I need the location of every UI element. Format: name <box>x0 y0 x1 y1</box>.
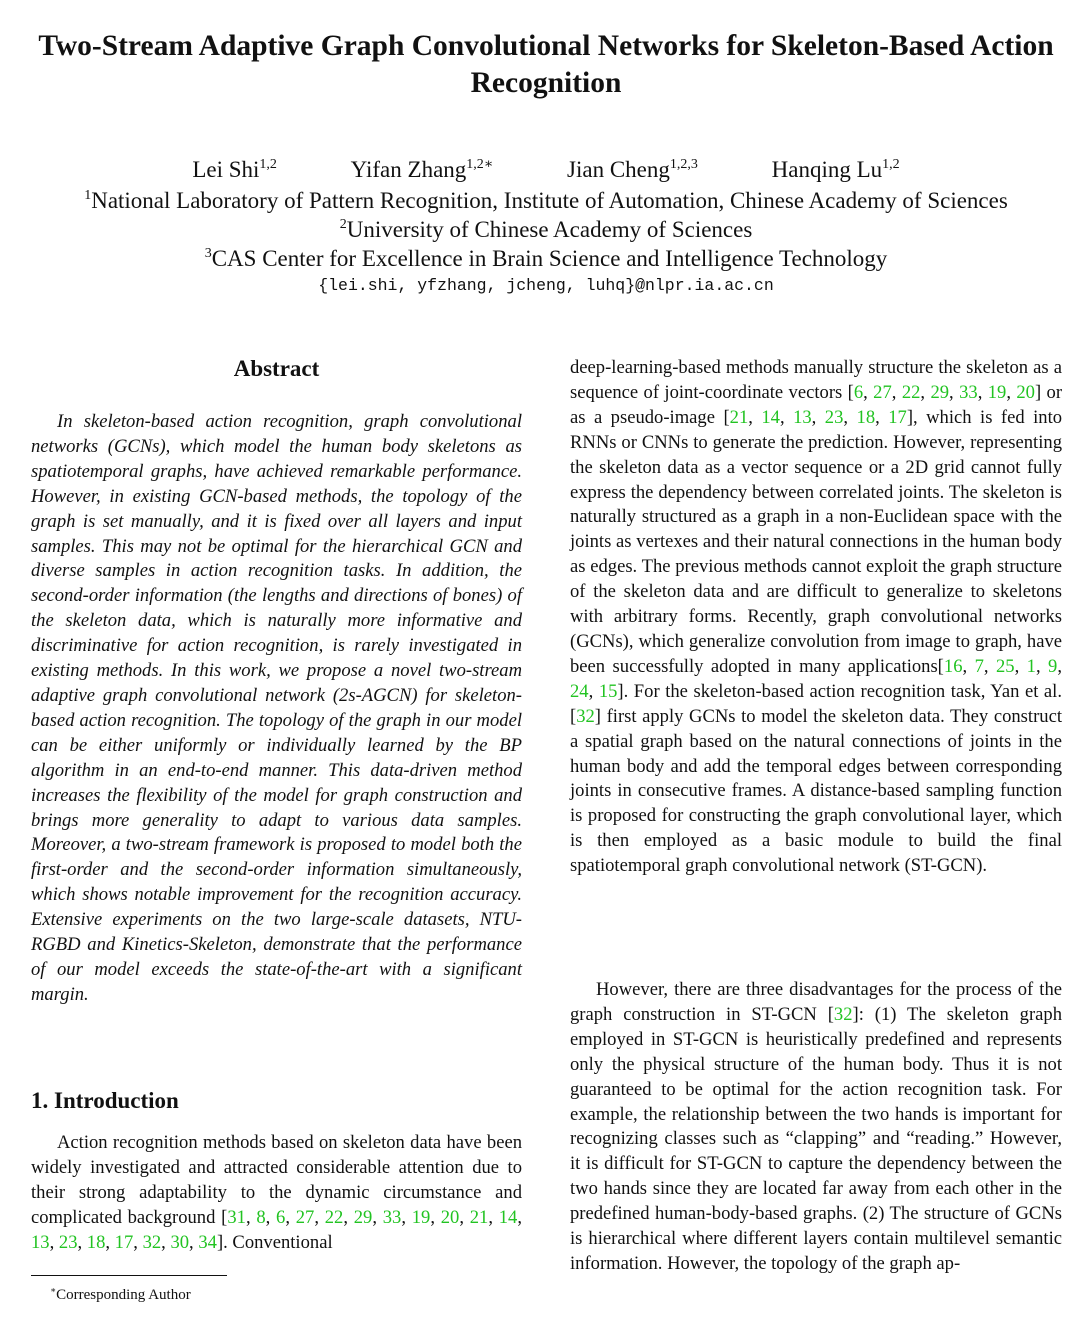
body-text: ]. For the skeleton-based action recognition task, Yan et al. [ <box>570 680 1062 727</box>
citation-link[interactable]: 21 <box>469 1206 489 1228</box>
citation-link[interactable]: 6 <box>853 381 864 403</box>
affiliation-text: National Laboratory of Pattern Recognition, Institute of Automation, Chinese Academy of Sciences <box>91 188 1008 213</box>
citation-link[interactable]: 18 <box>86 1231 106 1253</box>
affiliation-mark: 1 <box>84 188 92 203</box>
author-name: Jian Cheng <box>567 157 670 182</box>
citation-link[interactable]: 18 <box>856 406 876 428</box>
intro-text-after: ]. Conventional <box>216 1231 333 1253</box>
footnote-mark: ∗ <box>50 1285 57 1295</box>
citation-link[interactable]: 19 <box>411 1206 431 1228</box>
citation-list <box>576 706 595 727</box>
citation-link[interactable]: 32 <box>142 1231 162 1253</box>
citation-link[interactable]: 7 <box>974 655 984 677</box>
affiliation-3 <box>0 239 1092 273</box>
citation-link[interactable]: 27 <box>873 381 892 403</box>
author-affil-mark: 1,2 <box>259 157 277 172</box>
author-list <box>0 150 1092 185</box>
citation-link[interactable]: 32 <box>833 1003 853 1025</box>
citation-link[interactable]: 16 <box>943 655 963 677</box>
footnote <box>50 1280 191 1305</box>
email-line: {lei.shi, yfzhang, jcheng, luhq}@nlpr.ia.ac.cn <box>318 276 774 295</box>
affiliation-text: CAS Center for Excellence in Brain Science and Intelligence Technology <box>211 246 888 271</box>
citation-list <box>834 1004 853 1025</box>
footnote-rule <box>31 1275 227 1276</box>
citation-link[interactable]: 19 <box>987 381 1007 403</box>
body-text: ], which is fed into RNNs or CNNs to generate the prediction. However, representing the skeleton data as a vector sequence or a 2D grid cannot fully express the dependency between correlated joints. The skeleton is naturally structured as a graph in a non-Euclidean space with the joints as vertexes and their natural connections in the human body as edges. The previous methods cannot exploit the graph structure of the skeleton data and are difficult to generalize to skeletons with arbitrary forms. Recently, graph convolutional networks (GCNs), which generalize convolution from image to graph, have been successfully adopted in many applications[ <box>570 406 1063 677</box>
citation-link[interactable]: 23 <box>824 406 844 428</box>
author-name: Lei Shi <box>192 157 260 182</box>
author-name: Yifan Zhang <box>350 157 467 182</box>
citation-list: 6, 27, 22, 29, 33, 19, 20 <box>853 381 1035 403</box>
citation-list: 31, 8, 6, 27, 22, 29, 33, 19, 20, 21, 14, 13, 23, 18, 17, 32, 30, 34 <box>31 1206 522 1253</box>
author-affil-mark: 1,2,3 <box>669 157 698 172</box>
affiliation-text: University of Chinese Academy of Sciences <box>346 217 753 242</box>
citation-link[interactable]: 33 <box>382 1206 402 1228</box>
right-paragraph-1 <box>570 356 1062 879</box>
citation-link[interactable]: 17 <box>114 1231 134 1253</box>
citation-link[interactable]: 20 <box>1016 381 1035 403</box>
citation-link[interactable]: 13 <box>793 406 812 428</box>
citation-link[interactable]: 14 <box>498 1206 518 1228</box>
body-text: deep-learning-based methods manually structure the skeleton as a sequence of joint-coordinate vectors [ <box>570 357 1062 403</box>
citation-link[interactable]: 14 <box>761 406 780 428</box>
citation-link[interactable]: 31 <box>227 1206 246 1228</box>
citation-link[interactable]: 9 <box>1048 655 1058 677</box>
author-3 <box>567 150 698 185</box>
right-paragraph-2 <box>570 978 1062 1277</box>
abstract-text: In skeleton-based action recognition, graph convolutional networks (GCNs), which model the human body skeletons as spatiotemporal graphs, have achieved remarkable performance. However, in existing GCN-based methods, the topology of the graph is set manually, and it is fixed over all layers and input samples. This may not be optimal for the hierarchical GCN and diverse samples in action recognition tasks. In addition, the second-order information (the lengths and directions of bones) of the skeleton data, which is naturally more informative and discriminative for action recognition, is rarely investigated in existing methods. In this work, we propose a novel two-stream adaptive graph convolutional network (2s-AGCN) for skeleton-based action recognition. The topology of the graph in our model can be either uniformly or individually learned by the BP algorithm in an end-to-end manner. This data-driven method increases the flexibility of the model for graph construction and brings more generality to adapt to various data samples. Moreover, a two-stream framework is proposed to model both the first-order and the second-order information simultaneously, which shows notable improvement for the recognition accuracy. Extensive experiments on the two large-scale datasets, NTU-RGBD and Kinetics-Skeleton, demonstrate that the performance of our model exceeds the state-of-the-art with a significant margin. <box>31 411 522 1005</box>
paper-title: Two-Stream Adaptive Graph Convolutional Networks for Skeleton-Based Action Recognition <box>38 30 1054 99</box>
citation-link[interactable]: 24 <box>570 680 589 702</box>
citation-link[interactable]: 20 <box>440 1206 460 1228</box>
body-text: ]: (1) The skeleton graph employed in ST-GCN is heuristically predefined and represents only the physical structure of the human body. Thus it is not guaranteed to be optimal for the action recognition task. For example, the relationship between the two hands is important for recognizing classes such as “clapping” and “reading.” However, it is difficult for ST-GCN to capture the dependency between the two hands since they are located far away from each other in the predefined human-body-based graphs. (2) The structure of GCNs is hierarchical where different layers contain multilevel semantic information. However, the topology of the graph ap- <box>570 1003 1062 1274</box>
intro-heading: 1. Introduction <box>31 1088 179 1113</box>
citation-link[interactable]: 23 <box>58 1231 78 1253</box>
citation-link[interactable]: 30 <box>170 1231 190 1253</box>
body-text: ] or as a pseudo-image [ <box>570 381 1063 428</box>
citation-list: 16, 7, 25, 1, 9, 24, 15 <box>570 655 1062 702</box>
citation-link[interactable]: 6 <box>276 1206 286 1228</box>
author-2 <box>351 150 494 185</box>
citation-link[interactable]: 17 <box>888 406 907 428</box>
citation-link[interactable]: 22 <box>324 1206 344 1228</box>
citation-link[interactable]: 21 <box>729 406 749 428</box>
body-text: However, there are three disadvantages for the process of the graph construction in ST-GCN [ <box>570 979 1062 1025</box>
citation-link[interactable]: 8 <box>256 1206 266 1228</box>
citation-link[interactable]: 22 <box>901 381 921 403</box>
author-4 <box>772 150 900 185</box>
citation-link[interactable]: 32 <box>576 705 595 727</box>
author-name: Hanqing Lu <box>771 157 883 182</box>
intro-text: Action recognition methods based on skeleton data have been widely investigated and attracted considerable attention due to their strong adaptability to the dynamic circumstance and complicated background [ <box>31 1132 522 1228</box>
author-1 <box>192 150 277 185</box>
citation-link[interactable]: 33 <box>959 381 978 403</box>
footnote-text: Corresponding Author <box>56 1287 191 1303</box>
abstract-heading: Abstract <box>233 356 320 381</box>
affiliation-mark: 2 <box>339 217 347 232</box>
author-affil-mark: 1,2∗ <box>466 157 494 172</box>
citation-link[interactable]: 15 <box>598 680 618 702</box>
citation-link[interactable]: 27 <box>295 1206 315 1228</box>
citation-link[interactable]: 29 <box>353 1206 373 1228</box>
intro-paragraph <box>31 1131 522 1256</box>
citation-link[interactable]: 29 <box>930 381 950 403</box>
citation-link[interactable]: 13 <box>31 1231 50 1253</box>
author-affil-mark: 1,2 <box>882 157 900 172</box>
citation-link[interactable]: 1 <box>1026 655 1036 677</box>
body-text: ] first apply GCNs to model the skeleton data. They construct a spatial graph based on the natural connections of joints in the human body and add the temporal edges between corresponding joints in consecutive frames. A distance-based sampling function is proposed for constructing the graph convolutional layer, which is then employed as a basic module to build the final spatiotemporal graph convolutional network (ST-GCN). <box>570 705 1062 877</box>
citation-link[interactable]: 25 <box>995 655 1015 677</box>
citation-list: 21, 14, 13, 23, 18, 17 <box>729 406 907 428</box>
citation-link[interactable]: 34 <box>198 1231 217 1253</box>
affiliation-mark: 3 <box>204 246 212 261</box>
